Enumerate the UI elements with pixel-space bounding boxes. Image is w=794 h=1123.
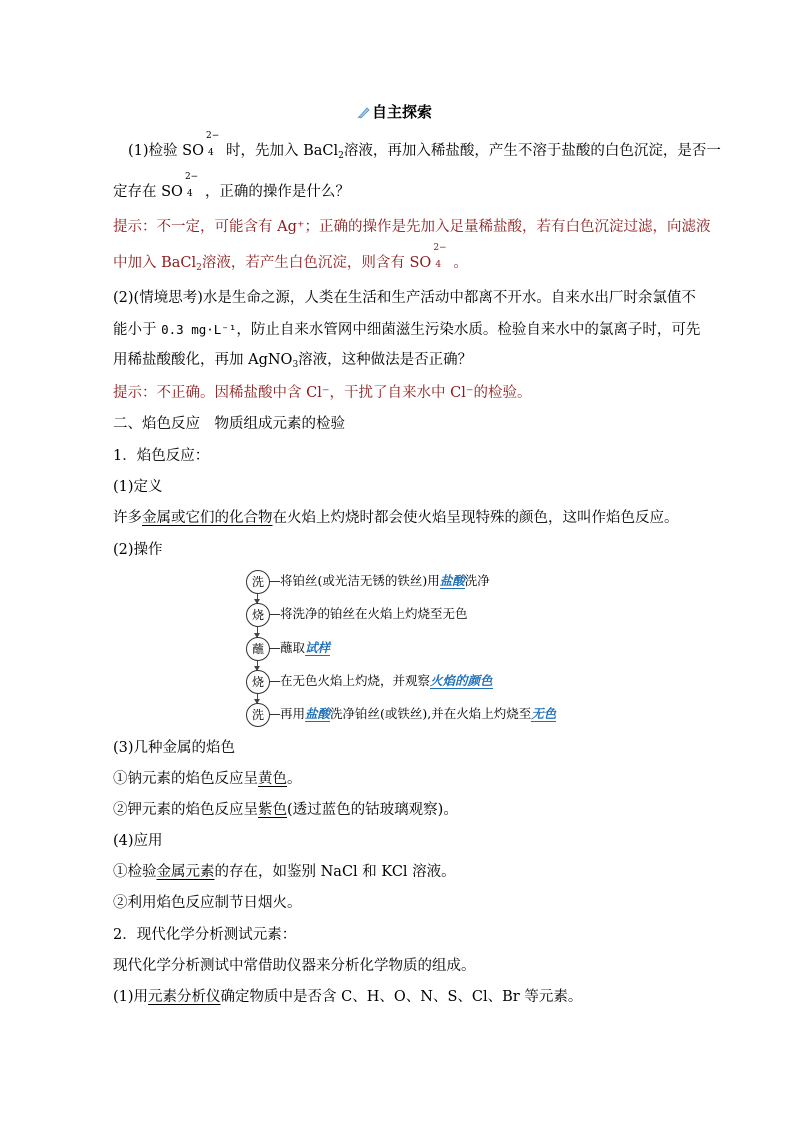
- potassium-flame-color: ②钾元素的焰色反应呈紫色(透过蓝色的钴玻璃观察)。: [113, 802, 458, 818]
- sulfate-ion: 2− 4: [184, 172, 199, 199]
- connector: [269, 714, 280, 715]
- arrow-down-icon: [257, 627, 258, 637]
- question-2-line-2: 能小于 0.3 mg·L⁻¹，防止自来水管网中细菌滋生污染水质。检验自来水中的氯离子时，可先: [113, 322, 701, 338]
- hint-1-line-2: 中加入 BaCl$_2$溶液，若产生白色沉淀，则含有 SO 2− 4 。: [113, 243, 468, 273]
- arrow-down-icon: [257, 661, 258, 670]
- arrow-down-icon: [257, 694, 258, 703]
- step-5-text: 再用盐酸洗净铂丝(或铁丝),并在火焰上灼烧至无色: [280, 706, 557, 721]
- application-2: ②利用焰色反应制节日烟火。: [113, 895, 302, 911]
- pen-icon: [357, 105, 371, 119]
- arrow-down-icon: [257, 594, 258, 603]
- application-1: ①检验金属元素的存在，如鉴别 NaCl 和 KCl 溶液。: [113, 864, 456, 880]
- question-2-line-1: (2)(情境思考)水是生命之源，人类在生活和生产活动中都离不开水。自来水出厂时余氯值不: [113, 290, 696, 306]
- question-1-line-1: (1)检验 SO 2− 4 时，先加入 BaCl$_2$溶液，再加入稀盐酸，产生不溶于盐酸的白色沉淀，是否一: [128, 131, 721, 161]
- step-1-circle: 洗: [246, 570, 270, 594]
- element-analyzer-text: (1)用元素分析仪确定物质中是否含 C、H、O、N、S、Cl、Br 等元素。: [113, 989, 583, 1005]
- operation-heading: (2)操作: [113, 542, 163, 558]
- step-2-circle: 烧: [246, 603, 270, 627]
- subsection-2-heading: 2．现代化学分析测试元素：: [113, 927, 297, 943]
- subsection-1-heading: 1．焰色反应：: [113, 448, 210, 464]
- step-1-text: 将铂丝(或光洁无锈的铁丝)用盐酸洗净: [280, 573, 490, 588]
- title-text: 自主探索: [372, 103, 433, 121]
- connector: [269, 581, 280, 582]
- step-3-text: 蘸取试样: [280, 640, 331, 655]
- sodium-flame-color: ①钠元素的焰色反应呈黄色。: [113, 771, 302, 787]
- step-4-circle: 烧: [246, 670, 270, 694]
- step-2-text: 将洗净的铂丝在火焰上灼烧至无色: [280, 606, 468, 621]
- flame-test-procedure-diagram: [240, 568, 570, 728]
- section-title: [357, 101, 432, 122]
- definition-text: 许多金属或它们的化合物在火焰上灼烧时都会使火焰呈现特殊的颜色，这叫作焰色反应。: [113, 510, 679, 526]
- modern-analysis-text: 现代化学分析测试中常借助仪器来分析化学物质的组成。: [113, 958, 476, 974]
- question-1-line-2: 定存在 SO 2− 4 ，正确的操作是什么？: [113, 172, 350, 200]
- step-3-circle: 蘸: [246, 637, 270, 661]
- sulfate-ion: 2− 4: [433, 243, 447, 270]
- question-2-line-3: 用稀盐酸酸化，再加 AgNO$_3$溶液，这种做法是否正确？: [113, 352, 473, 370]
- definition-heading: (1)定义: [113, 479, 163, 495]
- flame-colors-heading: (3)几种金属的焰色: [113, 740, 236, 756]
- section-2-heading: 二、焰色反应 物质组成元素的检验: [113, 416, 345, 432]
- sulfate-ion: 2− 4: [205, 131, 220, 158]
- step-4-text: 在无色火焰上灼烧，并观察火焰的颜色: [280, 673, 493, 688]
- hint-1-line-1: 提示：不一定，可能含有 Ag⁺；正确的操作是先加入足量稀盐酸，若有白色沉淀过滤，向滤液: [113, 219, 711, 235]
- application-heading: (4)应用: [113, 833, 163, 849]
- connector: [269, 614, 280, 615]
- hint-2: 提示：不正确。因稀盐酸中含 Cl⁻，干扰了自来水中 Cl⁻的检验。: [113, 385, 532, 401]
- step-5-circle: 洗: [246, 703, 270, 727]
- connector: [269, 681, 280, 682]
- connector: [269, 648, 280, 649]
